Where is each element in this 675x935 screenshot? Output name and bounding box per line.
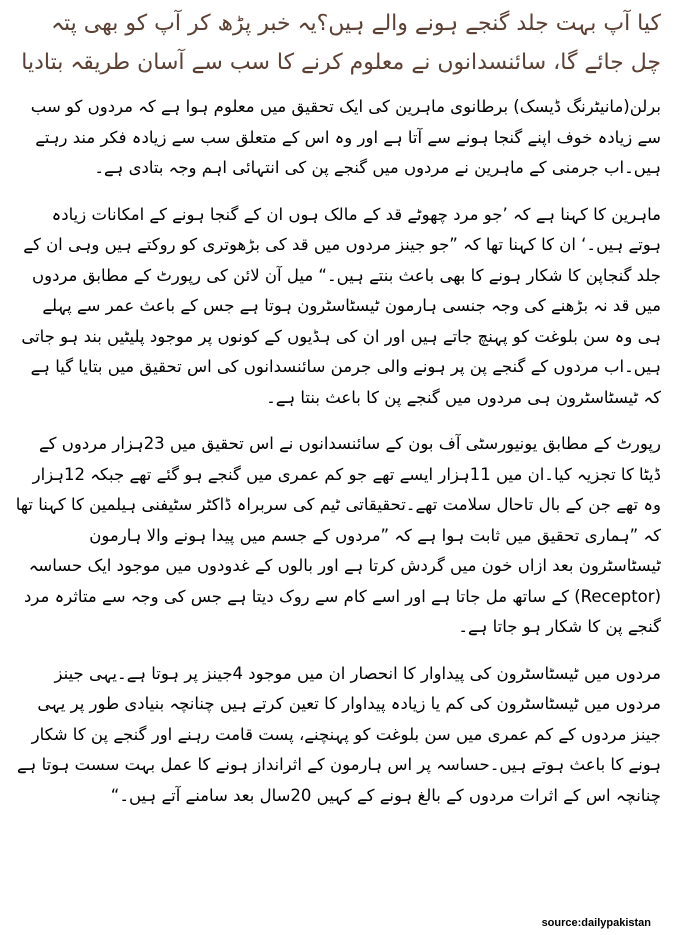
article-body — [14, 92, 661, 811]
source-credit: source:dailypakistan — [541, 917, 651, 929]
article-paragraph: ماہرین کا کہنا ہے کہ ’جو مرد چھوٹے قد کے مالک ہوں ان کے گنجا ہونے کے امکانات زیادہ ہوتے ہیں۔‘ ان کا کہنا تھا کہ ”جو جینز مردوں میں قد کی بڑھوتری کو روکتے ہیں وہی ان کے جلد گنجاپن کا شکار ہونے کا بھی باعث بنتے ہیں۔“ میل آن لائن کی رپورٹ کے مطابق مردوں میں قد نہ بڑھنے کی وجہ جنسی ہارمون ٹیسٹاسٹرون ہوتا ہے جس کے باعث عمر سے پہلے ہی وہ سن بلوغت کو پہنچ جاتے ہیں اور ان کی ہڈیوں کے کونوں پر موجود پلیٹیں بند ہو جاتی ہیں۔اب مردوں کے گنجے پن پر ہونے والی جرمن سائنسدانوں کی اس تحقیق میں بتایا گیا ہے کہ ٹیسٹاسٹرون ہی مردوں میں گنجے پن کا باعث بنتا ہے۔ — [21, 204, 661, 407]
article-paragraph: مردوں میں ٹیسٹاسٹرون کی پیداوار کا انحصار ان میں موجود 4جینز پر ہوتا ہے۔یہی جینز مردوں میں ٹیسٹاسٹرون کی کم یا زیادہ پیداوار کا تعین کرتے ہیں چنانچہ بنیادی طور پر یہی جینز مردوں کے کم عمری میں سن بلوغت کو پہنچنے، پست قامت رہنے اور گنجے پن کا شکار ہونے کا باعث ہوتے ہیں۔حساسہ پر اس ہارمون کے اثرانداز ہونے کا عمل بہت سست ہوتا ہے چنانچہ اس کے اثرات مردوں کے بالغ ہونے کے کہیں 20سال بعد سامنے آتے ہیں۔“ — [16, 663, 661, 805]
article-paragraph: رپورٹ کے مطابق یونیورسٹی آف بون کے سائنسدانوں نے اس تحقیق میں 23ہزار مردوں کے ڈیٹا کا تجزیہ کیا۔ان میں 11ہزار ایسے تھے جو کم عمری میں گنجے ہو گئے تھے جبکہ 12ہزار وہ تھے جن کے بال تاحال سلامت تھے۔تحقیقاتی ٹیم کی سربراہ ڈاکٹر سٹیفنی ہیلمین کا کہنا تھا کہ ”ہماری تحقیق میں ثابت ہوا ہے کہ ”مردوں کے جسم میں پیدا ہونے والا ہارمون ٹیسٹاسٹرون بعد ازاں خون میں گردش کرتا ہے اور بالوں کے غدودوں میں موجود ایک حساسہ (Receptor) کے ساتھ مل جاتا ہے اور اسے کام سے روک دیتا ہے جس کی وجہ سے متاثرہ مرد گنجے پن کا شکار ہو جاتا ہے۔ — [15, 434, 661, 636]
article-headline: کیا آپ بہت جلد گنجے ہونے والے ہیں؟یہ خبر پڑھ کر آپ کو بھی پتہ چل جائے گا، سائنسدانوں نے معلوم کرنے کا سب سے آسان طریقہ بتادیا — [21, 11, 661, 75]
article-paragraph: برلن(مانیٹرنگ ڈیسک) برطانوی ماہرین کی ایک تحقیق میں معلوم ہوا ہے کہ مردوں کو سب سے زیادہ خوف اپنے گنجا ہونے سے آتا ہے اور وہ اس کے متعلق سب سے زیادہ فکر مند رہتے ہیں۔اب جرمنی کے ماہرین نے مردوں میں گنجے پن کی انتہائی اہم وجہ بتادی ہے۔ — [30, 97, 661, 177]
